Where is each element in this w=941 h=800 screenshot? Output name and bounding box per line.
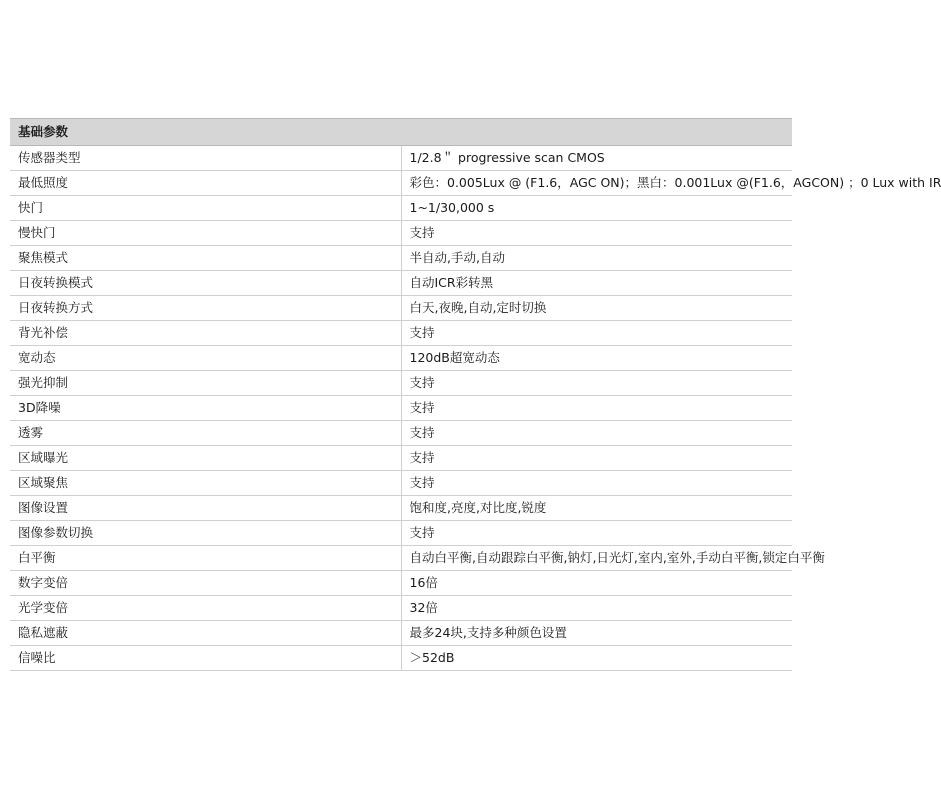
spec-row — [10, 646, 792, 671]
spec-value: 支持 — [401, 221, 792, 246]
spec-row — [10, 371, 792, 396]
section-title: 基础参数 — [10, 119, 792, 146]
spec-value: 支持 — [401, 521, 792, 546]
spec-label: 区域曝光 — [10, 446, 401, 471]
spec-value: 支持 — [401, 446, 792, 471]
spec-row — [10, 171, 792, 196]
spec-label: 宽动态 — [10, 346, 401, 371]
spec-label: 快门 — [10, 196, 401, 221]
spec-value: 彩色：0.005Lux @ (F1.6，AGC ON)；黑白：0.001Lux @(F1.6，AGCON) ；0 Lux with IR — [401, 171, 792, 196]
spec-row — [10, 396, 792, 421]
spec-row — [10, 321, 792, 346]
spec-value: 支持 — [401, 321, 792, 346]
spec-value: 支持 — [401, 396, 792, 421]
spec-row — [10, 196, 792, 221]
spec-value: 1~1/30,000 s — [401, 196, 792, 221]
spec-value: 支持 — [401, 371, 792, 396]
spec-row — [10, 521, 792, 546]
spec-row — [10, 246, 792, 271]
spec-value: ＞52dB — [401, 646, 792, 671]
spec-label: 日夜转换方式 — [10, 296, 401, 321]
spec-value: 1/2.8＂ progressive scan CMOS — [401, 146, 792, 171]
spec-label: 信噪比 — [10, 646, 401, 671]
spec-row — [10, 271, 792, 296]
spec-label: 强光抑制 — [10, 371, 401, 396]
spec-value: 半自动,手动,自动 — [401, 246, 792, 271]
spec-row — [10, 446, 792, 471]
spec-label: 日夜转换模式 — [10, 271, 401, 296]
spec-value: 支持 — [401, 421, 792, 446]
spec-label: 背光补偿 — [10, 321, 401, 346]
spec-table — [10, 118, 941, 671]
spec-row — [10, 546, 792, 571]
spec-label: 透雾 — [10, 421, 401, 446]
spec-value: 120dB超宽动态 — [401, 346, 792, 371]
spec-label: 图像参数切换 — [10, 521, 401, 546]
spec-value: 饱和度,亮度,对比度,锐度 — [401, 496, 792, 521]
spec-row — [10, 221, 792, 246]
spec-label: 聚焦模式 — [10, 246, 401, 271]
spec-label: 传感器类型 — [10, 146, 401, 171]
spec-row — [10, 471, 792, 496]
spec-label: 区域聚焦 — [10, 471, 401, 496]
spec-row — [10, 596, 792, 621]
spec-value: 自动ICR彩转黑 — [401, 271, 792, 296]
spec-row — [10, 421, 792, 446]
spec-label: 数字变倍 — [10, 571, 401, 596]
spec-label: 最低照度 — [10, 171, 401, 196]
spec-row — [10, 621, 792, 646]
spec-row — [10, 496, 792, 521]
spec-value: 最多24块,支持多种颜色设置 — [401, 621, 792, 646]
spec-table-body — [10, 119, 941, 671]
spec-label: 3D降噪 — [10, 396, 401, 421]
spec-label: 隐私遮蔽 — [10, 621, 401, 646]
spec-value: 16倍 — [401, 571, 792, 596]
spec-label: 光学变倍 — [10, 596, 401, 621]
spec-value: 32倍 — [401, 596, 792, 621]
spec-label: 图像设置 — [10, 496, 401, 521]
spec-value: 自动白平衡,自动跟踪白平衡,钠灯,日光灯,室内,室外,手动白平衡,锁定白平衡 — [401, 546, 792, 571]
spec-row — [10, 146, 792, 171]
spec-row — [10, 296, 792, 321]
spec-row — [10, 346, 792, 371]
spec-label: 慢快门 — [10, 221, 401, 246]
spec-value: 支持 — [401, 471, 792, 496]
spec-row — [10, 571, 792, 596]
section-header-row — [10, 119, 792, 146]
spec-value: 白天,夜晚,自动,定时切换 — [401, 296, 792, 321]
spec-label: 白平衡 — [10, 546, 401, 571]
